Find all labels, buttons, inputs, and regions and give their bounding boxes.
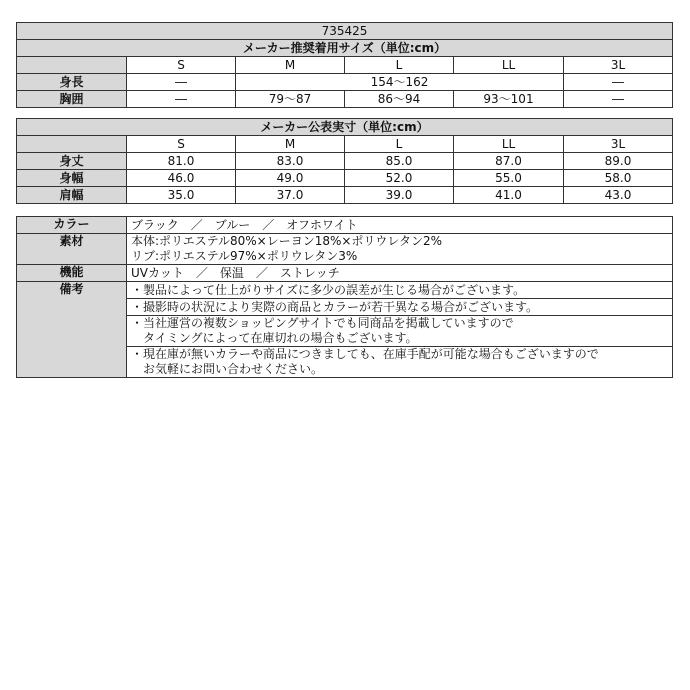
size-header-m: M [236, 57, 345, 74]
actual-size-table [16, 118, 673, 204]
height-3l: ― [564, 74, 673, 91]
width-s: 46.0 [127, 170, 236, 187]
note-text: ・製品によって仕上がりサイズに多少の誤差が生じる場合がございます。 [131, 282, 526, 297]
note-item [127, 316, 673, 347]
length-label: 身丈 [17, 153, 127, 170]
chest-ll: 93～101 [454, 91, 564, 108]
height-range: 154～162 [236, 74, 564, 91]
material-value [127, 234, 673, 265]
product-code: 735425 [17, 23, 673, 40]
function-label: 機能 [17, 265, 127, 282]
size-header-ll: LL [454, 57, 564, 74]
table-row [17, 170, 673, 187]
function-value: UVカット ／ 保温 ／ ストレッチ [127, 265, 673, 282]
table-row [17, 282, 673, 299]
size-header-3l: 3L [564, 57, 673, 74]
recommended-size-table [16, 22, 673, 108]
size-header-3l: 3L [564, 136, 673, 153]
size-header-s: S [127, 57, 236, 74]
size-header-m: M [236, 136, 345, 153]
color-value: ブラック ／ ブルー ／ オフホワイト [127, 217, 673, 234]
table-row [17, 265, 673, 282]
note-text: ・当社運営の複数ショッピングサイトでも同商品を掲載していますので [131, 316, 514, 330]
chest-3l: ― [564, 91, 673, 108]
material-label: 素材 [17, 234, 127, 265]
shoulder-m: 37.0 [236, 187, 345, 204]
shoulder-l: 39.0 [345, 187, 454, 204]
note-text: お気軽にお問い合わせください。 [131, 362, 324, 376]
size-header-ll: LL [454, 136, 564, 153]
table-row [17, 234, 673, 265]
actual-size-title: メーカー公表実寸（単位:cm） [17, 119, 673, 136]
chest-label: 胸囲 [17, 91, 127, 108]
note-text: タイミングによって在庫切れの場合もございます。 [131, 331, 418, 345]
chest-l: 86～94 [345, 91, 454, 108]
note-text: ・現在庫が無いカラーや商品につきましても、在庫手配が可能な場合もございますので [131, 347, 599, 361]
note-item [127, 299, 673, 316]
size-header-s: S [127, 136, 236, 153]
shoulder-s: 35.0 [127, 187, 236, 204]
length-ll: 87.0 [454, 153, 564, 170]
material-body: 本体:ポリエステル80%×レーヨン18%×ポリウレタン2% [131, 234, 442, 248]
width-label: 身幅 [17, 170, 127, 187]
size-header-l: L [345, 57, 454, 74]
height-s: ― [127, 74, 236, 91]
table-row [17, 217, 673, 234]
shoulder-label: 肩幅 [17, 187, 127, 204]
table-row [17, 153, 673, 170]
recommended-size-title: メーカー推奨着用サイズ（単位:cm） [17, 40, 673, 57]
note-item [127, 282, 673, 299]
shoulder-3l: 43.0 [564, 187, 673, 204]
size-header-l: L [345, 136, 454, 153]
length-3l: 89.0 [564, 153, 673, 170]
table-row [17, 187, 673, 204]
notes-label: 備考 [17, 282, 127, 378]
corner-cell [17, 57, 127, 74]
note-text: ・撮影時の状況により実際の商品とカラーが若干異なる場合がございます。 [131, 299, 539, 314]
length-l: 85.0 [345, 153, 454, 170]
width-l: 52.0 [345, 170, 454, 187]
height-label: 身長 [17, 74, 127, 91]
length-s: 81.0 [127, 153, 236, 170]
product-info-table [16, 216, 673, 378]
material-rib: リブ:ポリエステル97%×ポリウレタン3% [131, 249, 358, 263]
width-m: 49.0 [236, 170, 345, 187]
chest-s: ― [127, 91, 236, 108]
shoulder-ll: 41.0 [454, 187, 564, 204]
chest-m: 79～87 [236, 91, 345, 108]
length-m: 83.0 [236, 153, 345, 170]
width-ll: 55.0 [454, 170, 564, 187]
note-item [127, 347, 673, 378]
width-3l: 58.0 [564, 170, 673, 187]
color-label: カラー [17, 217, 127, 234]
corner-cell [17, 136, 127, 153]
